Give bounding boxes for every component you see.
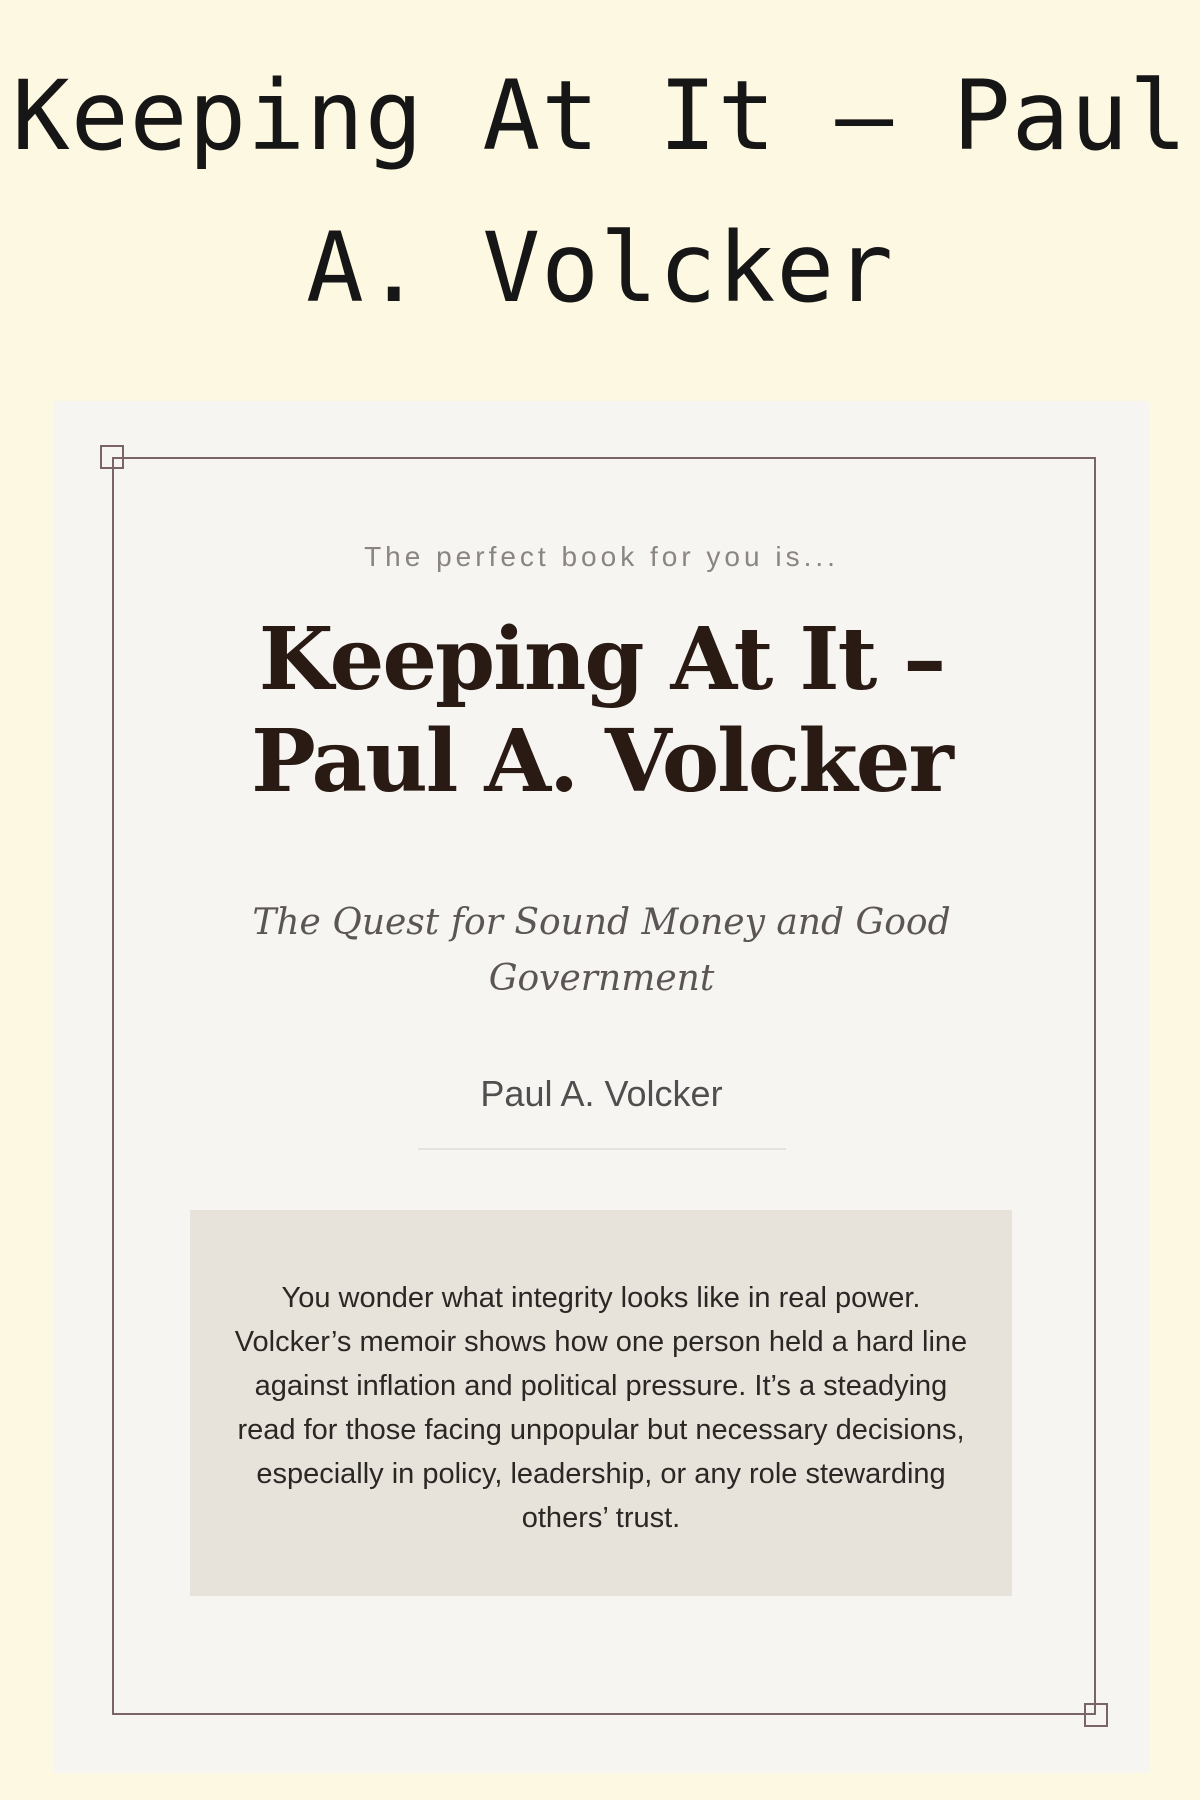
book-author: Paul A. Volcker (480, 1073, 723, 1114)
blurb-box (190, 1210, 1012, 1596)
book-subtitle: The Quest for Sound Money and Good Government (252, 902, 951, 999)
book-blurb: You wonder what integrity looks like in real power. Volcker’s memoir shows how one person held a hard line against inflation and political pressure. It’s a steadying read for those facing unpopular but necessary decisions, especially in policy, leadership, or any role stewarding others’ trust. (234, 1282, 968, 1534)
corner-bottom-right-icon (1084, 1703, 1108, 1727)
book-recommendation-card (54, 401, 1149, 1773)
page-heading: Keeping At It – Paul A. Volcker (12, 60, 1188, 324)
corner-top-left-icon (100, 445, 124, 469)
divider (418, 1148, 786, 1150)
book-title: Keeping At It – Paul A. Volcker (251, 609, 952, 812)
card-eyebrow: The perfect book for you is... (364, 541, 839, 572)
